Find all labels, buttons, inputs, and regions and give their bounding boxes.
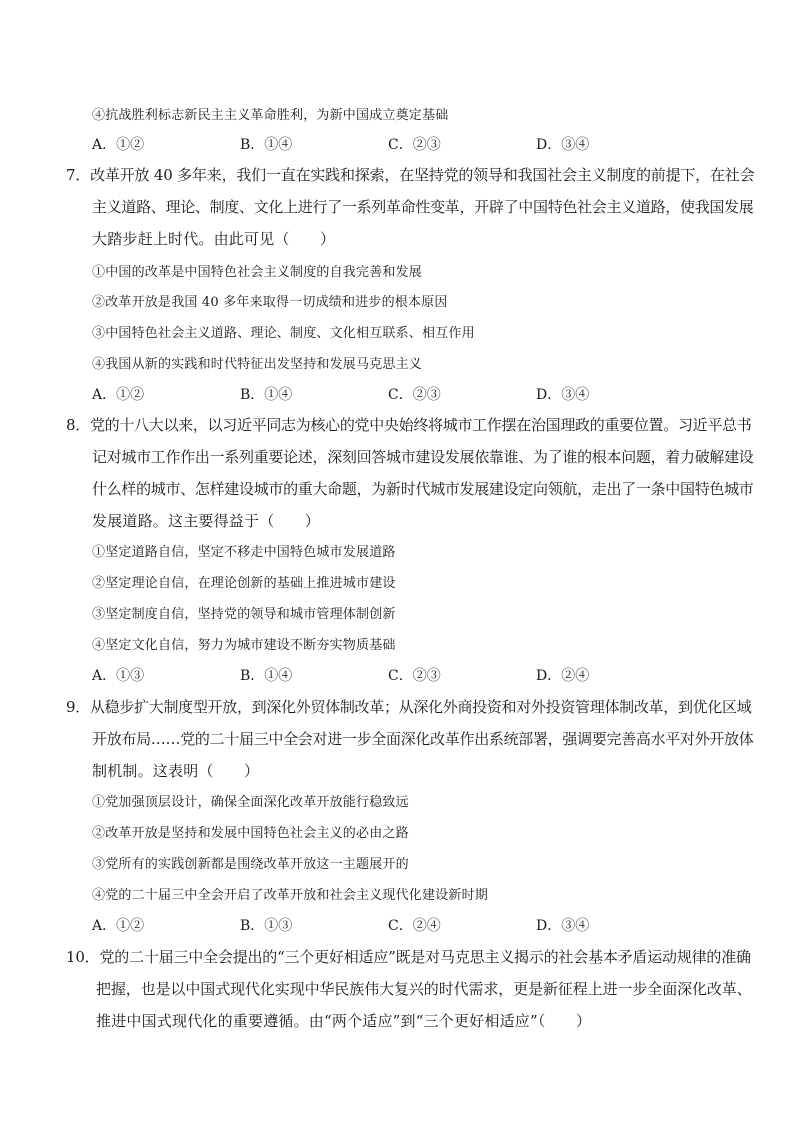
question-7-stem-line-1: 7．改革开放 40 多年来，我们一直在实践和探索，在坚持党的领导和我国社会主义制度的前提下，在社会 xyxy=(66,166,755,184)
question-9-choices xyxy=(92,915,732,935)
choice-d: D．③④ xyxy=(536,387,590,403)
choice-a: A．①② xyxy=(92,918,145,934)
question-9-option-2: ②改革开放是坚持和发展中国特色社会主义的必由之路 xyxy=(92,826,409,841)
choice-b: B．①④ xyxy=(240,668,293,684)
question-7-option-2: ②改革开放是我国 40 多年来取得一切成绩和进步的根本原因 xyxy=(92,295,448,310)
question-10-stem-line-1: 10．党的二十届三中全会提出的“三个更好相适应”既是对马克思主义揭示的社会基本矛盾运动规律的准确 xyxy=(66,948,751,966)
question-9-option-1: ①党加强顶层设计，确保全面深化改革开放能行稳致远 xyxy=(92,795,409,810)
question-8-option-1: ①坚定道路自信，坚定不移走中国特色城市发展道路 xyxy=(92,545,396,560)
question-9-stem-line-3: 制机制。这表明（ ） xyxy=(92,762,260,780)
question-7-option-4: ④我国从新的实践和时代特征出发坚持和发展马克思主义 xyxy=(92,357,423,372)
choice-b: B．①④ xyxy=(240,137,293,153)
choice-c: C．②③ xyxy=(388,387,441,403)
question-8-stem-line-4: 发展道路。这主要得益于（ ） xyxy=(92,512,321,530)
question-7-option-1: ①中国的改革是中国特色社会主义制度的自我完善和发展 xyxy=(92,265,423,280)
choice-d: D．③④ xyxy=(536,918,590,934)
question-6-choices xyxy=(92,134,732,154)
choice-c: C．②③ xyxy=(388,137,441,153)
question-9-option-3: ③党所有的实践创新都是围绕改革开放这一主题展开的 xyxy=(92,857,409,872)
question-8-option-3: ③坚定制度自信，坚持党的领导和城市管理体制创新 xyxy=(92,607,396,622)
choice-a: A．①② xyxy=(92,137,145,153)
question-7-choices xyxy=(92,384,732,404)
question-8-option-4: ④坚定文化自信，努力为城市建设不断夯实物质基础 xyxy=(92,638,396,653)
choice-b: B．①③ xyxy=(240,918,293,934)
question-10-stem-line-3: 推进中国式现代化的重要遵循。由“两个适应”到“三个更好相适应”（ ） xyxy=(96,1012,592,1030)
choice-d: D．②④ xyxy=(536,668,590,684)
choice-a: A．①③ xyxy=(92,668,145,684)
question-8-stem-line-2: 记对城市工作作出一系列重要论述，深刻回答城市建设发展依靠谁、为了谁的根本问题，着力破解建设 xyxy=(92,448,754,466)
question-7-stem-line-2: 主义道路、理论、制度、文化上进行了一系列革命性变革，开辟了中国特色社会主义道路，使我国发展 xyxy=(92,198,754,216)
question-8-stem-line-3: 什么样的城市、怎样建设城市的重大命题，为新时代城市发展建设定向领航，走出了一条中国特色城市 xyxy=(92,480,754,498)
question-9-stem-line-2: 开放布局……党的二十届三中全会对进一步全面深化改革作出系统部署，强调要完善高水平对外开放体 xyxy=(92,730,754,748)
question-8-choices xyxy=(92,665,732,685)
question-9-option-4: ④党的二十届三中全会开启了改革开放和社会主义现代化建设新时期 xyxy=(92,888,489,903)
question-10-stem-line-2: 把握，也是以中国式现代化实现中华民族伟大复兴的时代需求，更是新征程上进一步全面深化改革、 xyxy=(96,980,752,998)
question-8-stem-line-1: 8．党的十八大以来，以习近平同志为核心的党中央始终将城市工作摆在治国理政的重要位置。习近平总书 xyxy=(66,416,752,434)
question-8-option-2: ②坚定理论自信，在理论创新的基础上推进城市建设 xyxy=(92,576,396,591)
question-6-option-4: ④抗战胜利标志新民主主义革命胜利，为新中国成立奠定基础 xyxy=(92,108,449,123)
question-7-stem-line-3: 大踏步赶上时代。由此可见（ ） xyxy=(92,230,336,248)
question-9-stem-line-1: 9．从稳步扩大制度型开放，到深化外贸体制改革；从深化外商投资和对外投资管理体制改革，到优化区域 xyxy=(66,698,752,716)
choice-c: C．②④ xyxy=(388,918,441,934)
choice-d: D．③④ xyxy=(536,137,590,153)
choice-b: B．①④ xyxy=(240,387,293,403)
question-7-option-3: ③中国特色社会主义道路、理论、制度、文化相互联系、相互作用 xyxy=(92,326,475,341)
choice-a: A．①② xyxy=(92,387,145,403)
choice-c: C．②③ xyxy=(388,668,441,684)
